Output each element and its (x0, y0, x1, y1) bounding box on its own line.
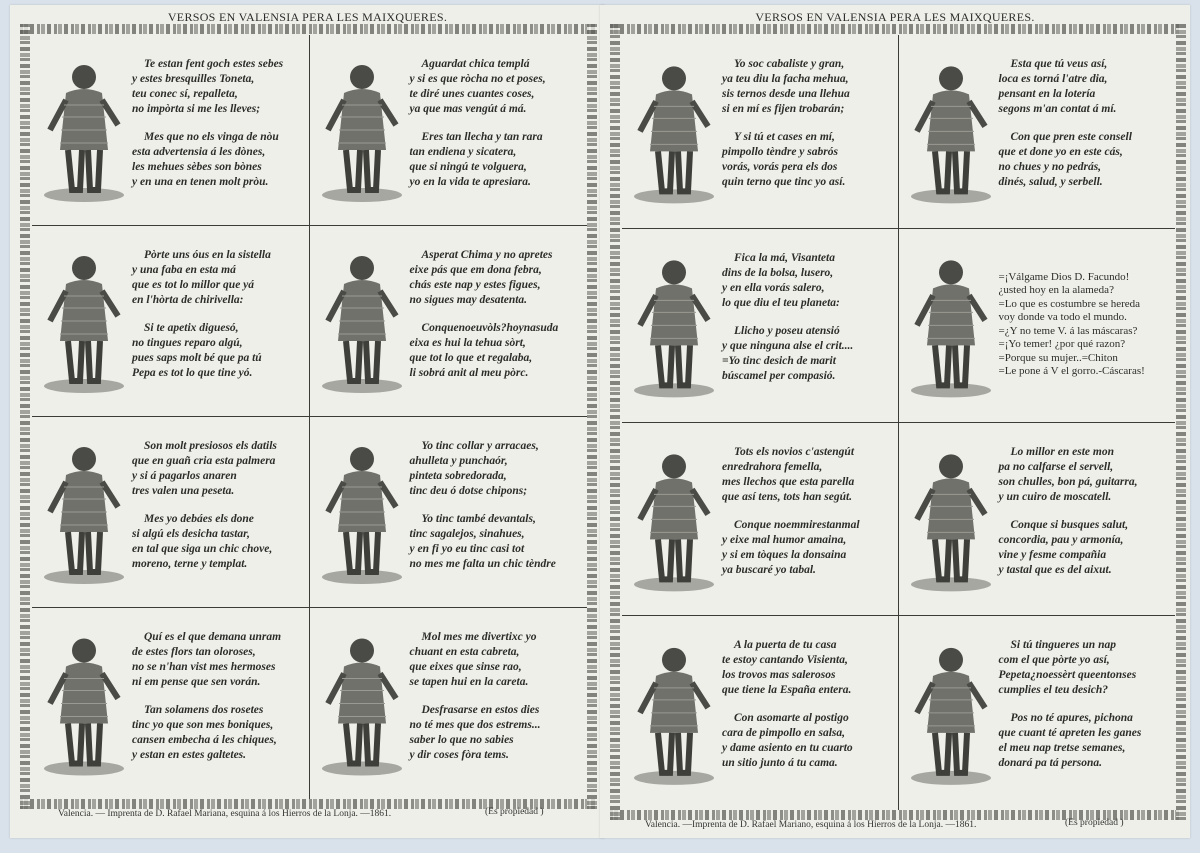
verse-line: el meu nap tretse semanes, (998, 742, 1126, 755)
verse-line: en l'hòrta de chirivella: (132, 294, 244, 306)
verse-panel (310, 417, 588, 608)
stanza (132, 57, 305, 117)
woodcut-illustration-icon (905, 433, 997, 606)
stanza (410, 57, 584, 117)
verse-line: Tots els novios c'astengút (734, 445, 855, 458)
imprint-line: Valencia. —Imprenta de D. Rafael Mariano, esquina á los Hierros de la Lonja. —1861. (645, 820, 977, 830)
verse-text (410, 439, 584, 585)
woodcut-illustration-icon (38, 618, 130, 789)
verse-line: y tastal que es del aixut. (998, 563, 1112, 576)
stanza (410, 439, 584, 499)
stanza (722, 638, 894, 698)
broadside-sheet-right (600, 5, 1190, 838)
verse-line: y eixe mal humor amaina, (722, 533, 847, 546)
stanza (132, 630, 305, 690)
stanza (410, 130, 584, 190)
verse-line: y dame asiento en tu cuarto (722, 742, 853, 755)
verse-line: =Lo que es costumbre se hereda (998, 297, 1141, 310)
verse-line: Pepeta¿noessèrt queentonses (998, 669, 1137, 682)
verse-line: Si tú tingueres un nap (1010, 639, 1116, 652)
sheet-title: VERSOS EN VALENSIA PERA LES MAIXQUERES. (167, 10, 448, 24)
verse-panel-grid (622, 35, 1175, 810)
verse-line: Tan solamens dos rosetes (144, 704, 264, 716)
verse-line: concordia, pau y armonía, (998, 533, 1124, 546)
verse-line: yo en la vida te apresiara. (409, 176, 531, 188)
verse-text (999, 638, 1172, 784)
verse-text (722, 251, 894, 397)
stanza (999, 130, 1172, 190)
verse-panel (32, 608, 310, 799)
verse-panel (899, 616, 1176, 810)
verse-line: teu conec sí, repalleta, (132, 88, 238, 100)
verse-line: te estoy cantando Visienta, (722, 654, 848, 667)
verse-line: Conque noemmirestanmal (734, 518, 860, 531)
woodcut-illustration-icon (628, 239, 720, 412)
stanza (722, 57, 894, 117)
verse-line: pues saps molt bé que pa tú (132, 352, 262, 364)
verse-panel-grid (32, 35, 587, 799)
verse-line: búscamel per compasió. (722, 369, 836, 382)
verse-line: =¿Y no teme V. á las máscaras? (998, 324, 1138, 337)
verse-text (410, 630, 584, 776)
verse-line: Aguardat chica templá (421, 58, 530, 70)
woodcut-illustration-icon (316, 236, 408, 406)
woodcut-illustration-icon (38, 45, 130, 215)
verse-line: =¡Yo temer! ¿por qué razon? (998, 338, 1126, 351)
verse-line: ahulleta y punchaór, (409, 455, 508, 467)
verse-line: en tal que siga un chic chove, (132, 543, 273, 555)
verse-line: no mes me falta un chic tèndre (409, 558, 556, 570)
verse-line: si en mí es fijen trobarán; (722, 103, 845, 115)
verse-line: un sitio junto á tu cama. (722, 757, 838, 770)
verse-line: que es tot lo millor que yá (132, 279, 255, 291)
verse-line: ¿usted hoy en la alameda? (998, 284, 1114, 297)
verse-line: que et done yo en este cás, (998, 146, 1123, 158)
stanza (410, 630, 584, 690)
verse-line: tinc yo que son mes boniques, (132, 719, 274, 731)
verse-text (132, 248, 305, 394)
verse-line: y en fi yo eu tinc casi tot (409, 543, 525, 555)
stanza (722, 130, 894, 190)
verse-line: ni em pense que sen vorán. (132, 676, 261, 688)
verse-line: cumplies el teu desich? (998, 684, 1109, 697)
verse-line: y en una en tenen molt pròu. (132, 176, 269, 188)
woodcut-illustration-icon (316, 618, 408, 789)
verse-line: no se n'han vist mes hermoses (132, 661, 276, 673)
verse-line: pimpollo tèndre y sabrós (722, 146, 838, 158)
stanza (132, 512, 305, 572)
ornamental-border-left (610, 24, 620, 820)
verse-line: Si te apetix diguesó, (144, 322, 239, 334)
verse-line: pa no calfarse el servell, (998, 460, 1114, 473)
verse-line: y que ninguna alse el crit.... (722, 339, 854, 352)
verse-text (722, 57, 894, 203)
stanza (410, 321, 584, 381)
verse-line: y una faba en esta má (132, 264, 236, 276)
verse-panel (32, 226, 310, 417)
verse-line: com el que pòrte yo así, (998, 654, 1110, 667)
woodcut-illustration-icon (628, 45, 720, 218)
verse-line: Conquenoeuvòls?hoynasuda (421, 322, 559, 334)
verse-line: que así tens, tots han segút. (722, 490, 853, 503)
verse-line: eixa es hui la tehua sòrt, (409, 337, 526, 349)
verse-line: y dir coses fòra tems. (409, 749, 509, 761)
rights-notice: (Es propiedad ) (1065, 818, 1124, 828)
stanza (132, 439, 305, 499)
stanza (999, 271, 1172, 379)
stanza (722, 324, 894, 384)
stanza (132, 248, 305, 308)
stanza (132, 130, 305, 190)
sheet-title: VERSOS EN VALENSIA PERA LES MAIXQUERES. (755, 10, 1035, 24)
stanza (722, 711, 894, 771)
verse-line: no sigues may desatenta. (409, 294, 528, 306)
verse-text (410, 248, 584, 394)
verse-line: voy donde va todo el mundo. (998, 311, 1127, 324)
verse-line: tinc sagalejos, sinahues, (409, 528, 525, 540)
verse-panel (310, 226, 588, 417)
verse-line: loca es torná l'atre dia, (998, 73, 1108, 85)
stanza (132, 321, 305, 381)
verse-line: Lo millor en este mon (1010, 445, 1114, 458)
verse-line: eixe pás que em dona febra, (409, 264, 542, 276)
ornamental-border-right (587, 24, 597, 809)
verse-line: Pòrte uns óus en la sistella (144, 249, 271, 261)
verse-line: se tapen hui en la careta. (409, 676, 529, 688)
woodcut-illustration-icon (628, 433, 720, 606)
verse-panel (310, 608, 588, 799)
verse-panel (622, 423, 899, 617)
stanza (999, 518, 1172, 578)
verse-panel (622, 616, 899, 810)
verse-panel (622, 229, 899, 423)
verse-line: Y si tú et cases en mí, (734, 131, 835, 143)
verse-line: Eres tan llecha y tan rara (421, 131, 543, 143)
verse-line: si algú els desicha tastar, (132, 528, 250, 540)
verse-line: y estes bresquilles Toneta, (132, 73, 255, 85)
verse-text (132, 439, 305, 585)
verse-line: y un cuiro de moscatell. (998, 490, 1112, 503)
verse-text (132, 630, 305, 776)
verse-line: tres valen una peseta. (132, 485, 235, 497)
verse-line: vorás, vorás pera els dos (722, 161, 838, 173)
verse-line: Mes yo debáes els done (144, 513, 254, 525)
verse-text (410, 57, 584, 203)
verse-line: y estan en estes galtetes. (132, 749, 247, 761)
verse-line: Quí es el que demana unram (144, 631, 282, 643)
verse-line: Mes que no els vinga de nòu (144, 131, 279, 143)
verse-line: te diré unes cuantes coses, (409, 88, 535, 100)
stanza (722, 445, 894, 505)
verse-panel (310, 35, 588, 226)
verse-panel (899, 423, 1176, 617)
verse-line: =Le pone á V el gorro.-Cáscaras! (998, 365, 1145, 378)
verse-panel (32, 417, 310, 608)
stanza (410, 512, 584, 572)
verse-line: de estes flors tan oloroses, (132, 646, 256, 658)
verse-line: Desfrasarse en estos dies (421, 704, 540, 716)
rights-notice: (Es propiedad ) (485, 807, 544, 817)
verse-line: esta advertensia á les dònes, (132, 146, 266, 158)
verse-panel (622, 35, 899, 229)
verse-line: no impòrta si me les lleves; (132, 103, 261, 115)
verse-line: pinteta sobredorada, (409, 470, 507, 482)
verse-line: Yo tinc també devantals, (421, 513, 536, 525)
verse-line: dinés, salud, y serbell. (998, 176, 1103, 188)
verse-line: Con que pren este consell (1010, 131, 1132, 143)
verse-text (722, 638, 894, 784)
stanza (999, 711, 1172, 771)
stanza (722, 251, 894, 311)
verse-line: dins de la bolsa, lusero, (722, 266, 834, 279)
verse-line: =¡Válgame Dios D. Facundo! (998, 270, 1130, 283)
verse-line: que si ningú te volguera, (409, 161, 527, 173)
verse-line: y si es que ròcha no et poses, (409, 73, 546, 85)
verse-line: li sobrá anit al meu pòrc. (409, 367, 529, 379)
stanza (410, 248, 584, 308)
imprint-line: Valencia. — Imprenta de D. Rafael Mariana, esquina á los Hierros de la Lonja. —1861. (58, 809, 392, 819)
verse-line: A la puerta de tu casa (734, 639, 837, 652)
verse-line: Pos no té apures, pichona (1010, 712, 1133, 725)
verse-line: Asperat Chima y no apretes (421, 249, 553, 261)
verse-line: que en guañ cria esta palmera (132, 455, 276, 467)
verse-text (722, 445, 894, 591)
woodcut-illustration-icon (905, 626, 997, 800)
verse-line: Son molt presiosos els datils (144, 440, 277, 452)
ornamental-border-top (610, 24, 1180, 34)
verse-text (132, 57, 305, 203)
verse-line: lo que diu el teu planeta: (722, 296, 840, 309)
woodcut-illustration-icon (628, 626, 720, 800)
verse-line: no tingues reparo algú, (132, 337, 243, 349)
stanza (410, 703, 584, 763)
woodcut-illustration-icon (316, 45, 408, 215)
verse-panel (32, 35, 310, 226)
verse-line: Fica la má, Visanteta (734, 251, 835, 264)
verse-line: ya buscaré yo tabal. (722, 563, 816, 576)
verse-line: ya que mas vengút á má. (409, 103, 527, 115)
verse-line: no té mes que dos estrems... (409, 719, 541, 731)
verse-line: Pepa es tot lo que tine yó. (132, 367, 253, 379)
verse-line: Mol mes me divertixc yo (421, 631, 537, 643)
verse-line: donará pa tá persona. (998, 757, 1103, 770)
verse-line: tan endiena y sicatera, (409, 146, 517, 158)
ornamental-border-right (1176, 24, 1186, 820)
verse-line: =Yo tinc desich de marit (722, 354, 836, 367)
verse-line: =Porque su mujer..=Chiton (998, 351, 1118, 364)
verse-line: los trovos mas salerosos (722, 669, 836, 682)
verse-line: que tiene la España entera. (722, 684, 852, 697)
stanza (999, 57, 1172, 117)
verse-text (999, 271, 1172, 392)
stanza (132, 703, 305, 763)
verse-line: les mehues sèbes son bònes (132, 161, 262, 173)
verse-line: y si em tòques la donsaina (722, 548, 847, 561)
verse-line: chuant en esta cabreta, (409, 646, 520, 658)
woodcut-illustration-icon (38, 427, 130, 597)
verse-line: Esta que tú veus así, (1010, 58, 1108, 70)
verse-line: moreno, terne y templat. (132, 558, 248, 570)
verse-line: ya teu diu la facha mehua, (722, 73, 849, 85)
woodcut-illustration-icon (905, 239, 997, 412)
verse-line: Yo soc cabaliste y gran, (734, 58, 845, 70)
verse-text (999, 445, 1172, 591)
verse-line: quin terno que tinc yo así. (722, 176, 846, 188)
stanza (999, 638, 1172, 698)
broadside-sheet-left (10, 5, 605, 838)
woodcut-illustration-icon (316, 427, 408, 597)
verse-line: mes llechos que esta parella (722, 475, 855, 488)
ornamental-border-left (20, 24, 30, 809)
stanza (999, 445, 1172, 505)
verse-line: sis ternos desde una llehua (722, 88, 850, 100)
verse-panel (899, 35, 1176, 229)
verse-line: Con asomarte al postigo (734, 712, 849, 725)
verse-line: y en ella vorás salero, (722, 281, 825, 294)
verse-line: y si á pagarlos anaren (132, 470, 237, 482)
verse-line: pensant en la lotería (998, 88, 1096, 100)
verse-line: Llicho y poseu atensió (734, 324, 840, 337)
verse-line: Yo tinc collar y arracaes, (421, 440, 539, 452)
verse-line: enredrahora femella, (722, 460, 823, 473)
verse-line: chás este nap y estes figues, (409, 279, 541, 291)
ornamental-border-top (20, 24, 595, 34)
verse-panel (899, 229, 1176, 423)
verse-line: cansen embecha á les chiques, (132, 734, 277, 746)
woodcut-illustration-icon (905, 45, 997, 218)
verse-line: que eixes que sinse rao, (409, 661, 522, 673)
stanza (722, 518, 894, 578)
verse-line: que tot lo que et regalaba, (409, 352, 533, 364)
verse-line: cara de pimpollo en salsa, (722, 727, 845, 740)
verse-line: tinc deu ó dotse chipons; (409, 485, 528, 497)
woodcut-illustration-icon (38, 236, 130, 406)
verse-line: saber lo que no sabies (409, 734, 514, 746)
verse-line: Conque si busques salut, (1010, 518, 1129, 531)
verse-line: no chues y no pedrás, (998, 161, 1102, 173)
verse-line: que cuant té apreten les ganes (998, 727, 1142, 740)
verse-line: son chulles, bon pá, guitarra, (998, 475, 1138, 488)
verse-text (999, 57, 1172, 203)
verse-line: Te estan fent goch estes sebes (144, 58, 284, 70)
verse-line: segons m'an contat á mí. (998, 103, 1117, 115)
verse-line: vine y fesme compañia (998, 548, 1107, 561)
